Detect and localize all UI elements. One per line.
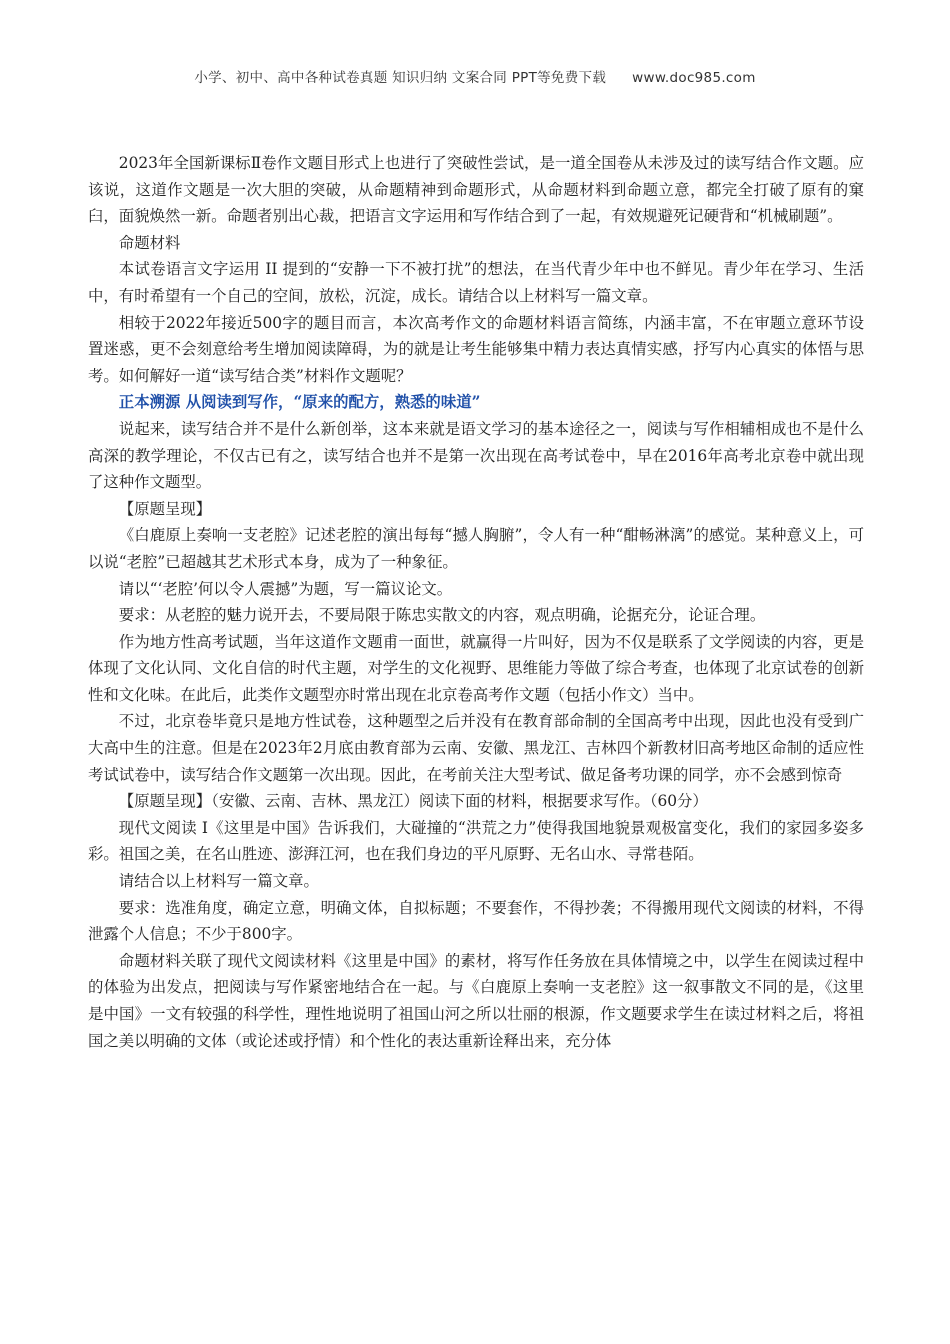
section-label: 【原题呈现】: [118, 499, 212, 518]
paragraph: 要求：选准角度，确定立意，明确文体，自拟标题；不要套作，不得抄袭；不得搬用现代文阅读的材料，不得泄露个人信息；不少于800字。: [88, 898, 864, 944]
header-text: 小学、初中、高中各种试卷真题 知识归纳 文案合同 PPT等免费下载: [194, 70, 607, 86]
section-label: 命题材料: [118, 233, 181, 252]
section-heading: 正本溯源 从阅读到写作，“原来的配方，熟悉的味道”: [118, 393, 481, 412]
paragraph: 现代文阅读 I《这里是中国》告诉我们，大碰撞的“洪荒之力”使得我国地貌景观极富变化，我们的家园多姿多彩。祖国之美，在名山胜迹、澎湃江河，也在我们身边的平凡原野、无名山水、寻常巷陌。: [88, 818, 864, 864]
paragraph: 《白鹿原上奏响一支老腔》记述老腔的演出每每“撼人胸腑”，令人有一种“酣畅淋漓”的感觉。某种意义上，可以说“老腔”已超越其艺术形式本身，成为了一种象征。: [88, 526, 864, 571]
paragraph: 【原题呈现】（安徽、云南、吉林、黑龙江）阅读下面的材料，根据要求写作。（60分）: [118, 792, 708, 811]
paragraph: 请以“‘老腔’何以令人震撼”为题，写一篇议论文。: [118, 579, 453, 598]
paragraph: 命题材料关联了现代文阅读材料《这里是中国》的素材，将写作任务放在具体情境之中，以学生在阅读过程中的体验为出发点，把阅读与写作紧密地结合在一起。与《白鹿原上奏响一支老腔》这一叙事散文不同的是，《这里是中国》一文有较强的科学性，理性地说明了祖国山河之所以壮丽的根源，作文题要求学生在读过材料之后，将祖国之美以明确的文体（或论述或抒情）和个性化的表达重新诠释出来，充分体: [88, 951, 864, 1050]
paragraph: 本试卷语言文字运用 II 提到的“安静一下不被打扰”的想法，在当代青少年中也不鲜见。青少年在学习、生活中，有时希望有一个自己的空间，放松，沉淀，成长。请结合以上材料写一篇文章。: [88, 260, 864, 305]
paragraph: 请结合以上材料写一篇文章。: [118, 872, 319, 891]
paragraph: 相较于2022年接近500字的题目而言，本次高考作文的命题材料语言简练，内涵丰富，不在审题立意环节设置迷惑，更不会刻意给考生增加阅读障碍，为的就是让考生能够集中精力表达真情实感，抒写内心真实的体悟与思考。如何解好一道“读写结合类”材料作文题呢？: [88, 313, 864, 385]
document-body: [88, 150, 864, 1054]
header-site[interactable]: www.doc985.com: [632, 70, 756, 86]
page-header: [0, 66, 950, 86]
paragraph: 2023年全国新课标Ⅱ卷作文题目形式上也进行了突破性尝试，是一道全国卷从未涉及过的读写结合作文题。应该说，这道作文题是一次大胆的突破，从命题精神到命题形式，从命题材料到命题立意，都完全打破了原有的窠臼，面貌焕然一新。命题者别出心裁，把语言文字运用和写作结合到了一起，有效规避死记硬背和“机械刷题”。: [88, 154, 864, 226]
paragraph: 说起来，读写结合并不是什么新创举，这本来就是语文学习的基本途径之一，阅读与写作相辅相成也不是什么高深的教学理论，不仅古已有之，读写结合也并不是第一次出现在高考试卷中，早在2016年高考北京卷中就出现了这种作文题型。: [88, 419, 864, 492]
paragraph: 作为地方性高考试题，当年这道作文题甫一面世，就赢得一片叫好，因为不仅是联系了文学阅读的内容，更是体现了文化认同、文化自信的时代主题，对学生的文化视野、思维能力等做了综合考查，也体现了北京试卷的创新性和文化味。在此后，此类作文题型亦时常出现在北京卷高考作文题（包括小作文）当中。: [88, 632, 864, 704]
paragraph: 要求：从老腔的魅力说开去，不要局限于陈忠实散文的内容，观点明确，论据充分，论证合理。: [118, 606, 766, 625]
paragraph: 不过，北京卷毕竟只是地方性试卷，这种题型之后并没有在教育部命制的全国高考中出现，因此也没有受到广大高中生的注意。但是在2023年2月底由教育部为云南、安徽、黑龙江、吉林四个新教材旧高考地区命制的适应性考试试卷中，读写结合作文题第一次出现。因此，在考前关注大型考试、做足备考功课的同学，亦不会感到惊奇: [88, 712, 864, 784]
